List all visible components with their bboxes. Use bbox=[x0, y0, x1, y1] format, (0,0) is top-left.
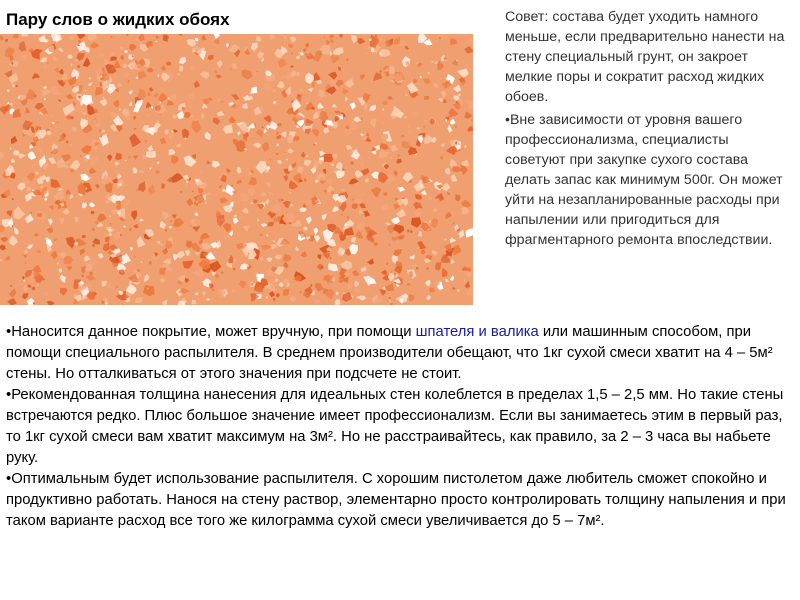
texture-flake bbox=[135, 297, 142, 303]
bullet-marker: • bbox=[505, 112, 510, 128]
list-item-text-end: или машинным способом, при помощи специального распылителя. В среднем производители обещают, что 1кг сухой смеси хватит на 4 – 5м² стены. Но отталкиваться от этого значения при подсчете не стоит. bbox=[6, 324, 773, 382]
list-item bbox=[6, 469, 792, 532]
bullet-marker: • bbox=[6, 387, 12, 403]
bullet-marker: • bbox=[6, 471, 12, 487]
texture-flake bbox=[123, 64, 127, 69]
list-item-text: Оптимальным будет использование распылителя. С хорошим пистолетом даже любитель сможет спокойно и продуктивно работать. Нанося на стену раствор, элементарно просто контролировать толщину напыления и при таком варианте расход все того же килограмма сухой смеси увеличивается до 5 – 7м². bbox=[6, 471, 786, 529]
tip-bullet-text: Вне зависимости от уровня вашего профессионализма, специалисты советуют при закупке сухого состава делать запас как минимум 500г. Он может уйти на незапланированные расходы при напылении или пригодиться для фрагментарного ремонта впоследствии. bbox=[505, 112, 783, 248]
texture-flake bbox=[21, 34, 28, 37]
liquid-wallpaper-texture-image bbox=[0, 34, 473, 305]
list-item bbox=[6, 322, 792, 385]
tip-bullet-item bbox=[505, 110, 793, 250]
page-title: Пару слов о жидких обоях bbox=[6, 10, 230, 29]
bullet-marker: • bbox=[6, 324, 12, 340]
texture-flake bbox=[326, 277, 332, 284]
list-item bbox=[6, 385, 792, 469]
list-item-text-start: Наносится данное покрытие, может вручную, при помощи bbox=[11, 324, 416, 340]
texture-flake bbox=[178, 301, 186, 305]
list-item-text: Рекомендованная толщина нанесения для идеальных стен колеблется в пределах 1,5 – 2,5 мм. Но такие стены встречаются редко. Плюс большое значение имеет профессионализм. Если вы занимаетесь этим в первый раз, то 1кг сухой смеси вам хватит максимум на 3м². Но не расстраивайтесь, как правило, за 2 – 3 часа вы набьете руку. bbox=[6, 387, 784, 466]
tip-box bbox=[505, 7, 793, 250]
main-bullet-list bbox=[6, 322, 792, 532]
tip-intro: Совет: состава будет уходить намного меньше, если предварительно нанести на стену специальный грунт, он закроет мелкие поры и сократит расход жидких обоев. bbox=[505, 9, 785, 105]
spatula-roller-link[interactable]: шпателя и валика bbox=[415, 324, 539, 340]
